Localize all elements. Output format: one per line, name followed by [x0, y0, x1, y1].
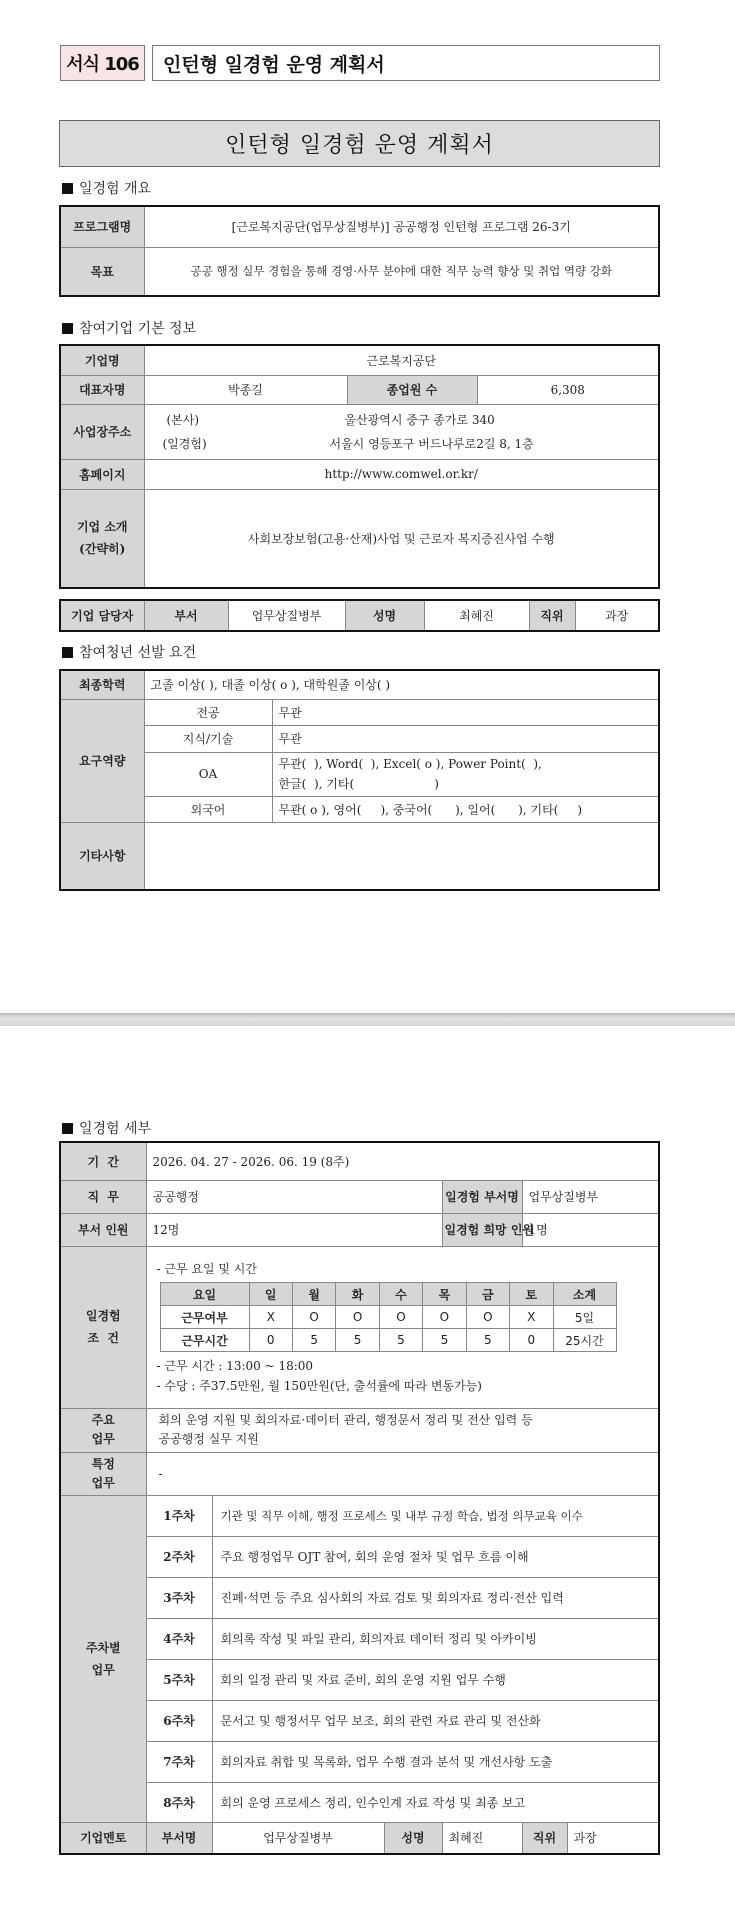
major-value: 무관: [272, 699, 659, 725]
week-number: 4주차: [146, 1618, 212, 1659]
square-bullet-icon: [62, 1123, 73, 1134]
special-duties-label: [60, 1452, 146, 1495]
experience-dept-value: 업무상질병부: [522, 1180, 659, 1213]
section-heading-details: [62, 1118, 151, 1138]
employees-label: 종업원 수: [347, 375, 477, 404]
special-duties-value: -: [146, 1452, 659, 1495]
skill-value: 무관: [272, 725, 659, 752]
goal-value: 공공 행정 실무 경험을 통해 경영·사무 분야에 대한 직무 능력 향상 및 취업 역량 강화: [144, 247, 659, 296]
schedule-cell: 5일: [553, 1306, 616, 1329]
form-number-badge: 서식 106: [60, 45, 145, 81]
staff-label: 부서 인원: [60, 1213, 146, 1246]
language-value: 무관( o ), 영어( ), 중국어( ), 일어( ), 기타( ): [272, 796, 659, 822]
allowance: - 수당 : 주37.5만원, 월 150만원(단, 출석률에 따라 변동가능): [156, 1379, 482, 1393]
intro-value: 사회보장보험(고용·산재)사업 및 근로자 복지증진사업 수행: [144, 489, 659, 588]
mentor-name-label: 성명: [384, 1822, 442, 1854]
schedule-cell: 25시간: [553, 1329, 616, 1352]
oa-label: OA: [144, 752, 272, 796]
hq-tag: (본사): [166, 412, 200, 427]
schedule-cell: 0: [249, 1329, 292, 1352]
week-number: 2주차: [146, 1536, 212, 1577]
week-task: 회의자료 취합 및 목록화, 업무 수행 결과 분석 및 개선사항 도출: [212, 1741, 659, 1782]
contact-dept-label: 부서: [144, 600, 228, 631]
oa-value: [272, 752, 659, 796]
job-value: 공공행정: [146, 1180, 442, 1213]
schedule-cell: 소계: [553, 1283, 616, 1306]
schedule-cell: O: [336, 1306, 379, 1329]
week-task: 문서고 및 행정서무 업무 보조, 회의 관련 자료 관리 및 전산화: [212, 1700, 659, 1741]
week-number: 8주차: [146, 1782, 212, 1822]
contact-name-value: 최혜진: [424, 600, 529, 631]
week-row: [60, 1536, 659, 1577]
etc-label: 기타사항: [60, 822, 144, 890]
mentor-name-value: 최혜진: [442, 1822, 522, 1854]
main-duties-label-line1: 주요: [91, 1413, 115, 1427]
period-value: 2026. 04. 27 - 2026. 06. 19 (8주): [146, 1142, 659, 1180]
schedule-table: [160, 1282, 617, 1352]
schedule-cell: 일: [249, 1283, 292, 1306]
conditions-cell: [146, 1246, 659, 1408]
schedule-work-row: [160, 1306, 616, 1329]
staff-value: 12명: [146, 1213, 442, 1246]
schedule-cell: 근무시간: [160, 1329, 249, 1352]
contact-position-label: 직위: [529, 600, 575, 631]
goal-label: 목표: [60, 247, 144, 296]
week-task: 진폐·석면 등 주요 심사회의 자료 검토 및 회의자료 정리·전산 입력: [212, 1577, 659, 1618]
job-label: 직 무: [60, 1180, 146, 1213]
site-address: 서울시 영등포구 버드나루로2길 8, 1층: [329, 436, 534, 451]
experience-dept-label: 일경험 부서명: [442, 1180, 522, 1213]
intro-label-line2: (간략히): [79, 542, 126, 557]
week-row: [60, 1700, 659, 1741]
week-row: [60, 1782, 659, 1822]
company-table: [59, 344, 660, 589]
main-duties-line2: 공공행정 실무 지원: [158, 1432, 259, 1446]
ceo-value: 박종길: [144, 375, 347, 404]
square-bullet-icon: [62, 647, 73, 658]
schedule-header-row: [160, 1283, 616, 1306]
section-heading-company: [62, 318, 196, 338]
schedule-cell: 수: [379, 1283, 422, 1306]
mentor-position-label: 직위: [522, 1822, 567, 1854]
week-number: 1주차: [146, 1495, 212, 1536]
oa-value-line2: 한글( ), 기타( ): [278, 777, 439, 791]
weekly-label-line1: 주차별: [85, 1640, 121, 1655]
week-row: [60, 1659, 659, 1700]
schedule-cell: 5: [292, 1329, 335, 1352]
program-label: 프로그램명: [60, 206, 144, 247]
major-label: 전공: [144, 699, 272, 725]
skill-label: 지식/기술: [144, 725, 272, 752]
week-row: [60, 1495, 659, 1536]
schedule-cell: 월: [292, 1283, 335, 1306]
mentor-label: 기업멘토: [60, 1822, 146, 1854]
schedule-cell: 요일: [160, 1283, 249, 1306]
special-duties-label-line1: 특정: [91, 1456, 115, 1471]
competency-label: 요구역량: [60, 699, 144, 822]
week-number: 6주차: [146, 1700, 212, 1741]
overview-table: [59, 205, 660, 297]
contact-label: 기업 담당자: [60, 600, 144, 631]
section-heading-requirements: [62, 642, 196, 662]
section-title: 일경험 세부: [79, 1121, 152, 1137]
education-label: 최종학력: [60, 670, 144, 699]
main-duties-label: [60, 1408, 146, 1452]
conditions-label: [60, 1246, 146, 1408]
week-row: [60, 1741, 659, 1782]
company-name-value: 근로복지공단: [144, 345, 659, 375]
wanted-label: 일경험 희망 인원: [442, 1213, 522, 1246]
work-time: - 근무 시간 : 13:00 ~ 18:00: [156, 1359, 314, 1373]
intro-label: [60, 489, 144, 588]
schedule-cell: 0: [510, 1329, 553, 1352]
section-title: 참여청년 선발 요건: [79, 645, 197, 661]
document-title: 인턴형 일경험 운영 계획서: [59, 120, 660, 167]
section-heading-overview: [62, 178, 151, 198]
week-number: 3주차: [146, 1577, 212, 1618]
week-task: 회의록 작성 및 파일 관리, 회의자료 데이터 정리 및 아카이빙: [212, 1618, 659, 1659]
contact-table: [59, 599, 660, 632]
employees-value: 6,308: [477, 375, 659, 404]
wanted-value: 1명: [522, 1213, 659, 1246]
schedule-cell: 화: [336, 1283, 379, 1306]
period-label: 기 간: [60, 1142, 146, 1180]
section-title: 일경험 개요: [79, 181, 152, 197]
week-number: 7주차: [146, 1741, 212, 1782]
schedule-cell: 5: [336, 1329, 379, 1352]
square-bullet-icon: [62, 183, 73, 194]
contact-dept-value: 업무상질병부: [228, 600, 345, 631]
contact-position-value: 과장: [575, 600, 659, 631]
week-number: 5주차: [146, 1659, 212, 1700]
schedule-cell: O: [423, 1306, 466, 1329]
ceo-label: 대표자명: [60, 375, 144, 404]
main-duties-label-line2: 업무: [91, 1432, 115, 1446]
oa-value-line1: 무관( ), Word( ), Excel( o ), Power Point( ),: [278, 757, 542, 771]
schedule-cell: 5: [466, 1329, 509, 1352]
homepage-label: 홈페이지: [60, 459, 144, 489]
week-row: [60, 1577, 659, 1618]
conditions-label-line1: 일경험: [85, 1309, 121, 1323]
main-duties-value: [146, 1408, 659, 1452]
mentor-position-value: 과장: [567, 1822, 659, 1854]
conditions-label-line2: 조 건: [87, 1331, 120, 1345]
form-title: 인턴형 일경험 운영 계획서: [152, 45, 660, 81]
schedule-cell: 근무여부: [160, 1306, 249, 1329]
week-task: 기관 및 직무 이해, 행정 프로세스 및 내부 규정 학습, 법정 의무교육 이수: [212, 1495, 659, 1536]
main-duties-line1: 회의 운영 지원 및 회의자료·데이터 관리, 행정문서 정리 및 전산 입력 등: [158, 1413, 533, 1427]
hq-address: 울산광역시 중구 종가로 340: [344, 412, 495, 427]
conditions-intro: - 근무 요일 및 시간: [156, 1262, 257, 1276]
schedule-cell: X: [249, 1306, 292, 1329]
schedule-cell: 5: [423, 1329, 466, 1352]
mentor-dept-value: 업무상질병부: [212, 1822, 384, 1854]
week-task: 회의 운영 프로세스 정리, 인수인계 자료 작성 및 최종 보고: [212, 1782, 659, 1822]
mentor-dept-label: 부서명: [146, 1822, 212, 1854]
schedule-hours-row: [160, 1329, 616, 1352]
address-label: 사업장주소: [60, 404, 144, 459]
intro-label-line1: 기업 소개: [76, 520, 128, 535]
square-bullet-icon: [62, 323, 73, 334]
site-tag: (일경험): [162, 436, 207, 451]
company-name-label: 기업명: [60, 345, 144, 375]
week-task: 회의 일정 관리 및 자료 준비, 회의 운영 지원 업무 수행: [212, 1659, 659, 1700]
program-value: [근로복지공단(업무상질병부)] 공공행정 인턴형 프로그램 26-3기: [144, 206, 659, 247]
schedule-cell: 5: [379, 1329, 422, 1352]
section-title: 참여기업 기본 정보: [79, 321, 197, 337]
weekly-duties-label: [60, 1495, 146, 1822]
schedule-cell: O: [379, 1306, 422, 1329]
schedule-cell: X: [510, 1306, 553, 1329]
etc-value[interactable]: [144, 822, 659, 890]
education-value: 고졸 이상( ), 대졸 이상( o ), 대학원졸 이상( ): [144, 670, 659, 699]
special-duties-label-line2: 업무: [91, 1475, 115, 1490]
week-row: [60, 1618, 659, 1659]
schedule-cell: 금: [466, 1283, 509, 1306]
address-cell: [144, 404, 659, 459]
schedule-cell: 목: [423, 1283, 466, 1306]
schedule-cell: O: [292, 1306, 335, 1329]
schedule-cell: 토: [510, 1283, 553, 1306]
schedule-cell: O: [466, 1306, 509, 1329]
contact-name-label: 성명: [345, 600, 424, 631]
language-label: 외국어: [144, 796, 272, 822]
details-table: [59, 1141, 660, 1855]
page-separator: [0, 1013, 735, 1026]
requirements-table: [59, 669, 660, 891]
homepage-link[interactable]: http://www.comwel.or.kr/: [144, 459, 659, 489]
weekly-label-line2: 업무: [91, 1662, 115, 1677]
week-task: 주요 행정업무 OJT 참여, 회의 운영 절차 및 업무 흐름 이해: [212, 1536, 659, 1577]
